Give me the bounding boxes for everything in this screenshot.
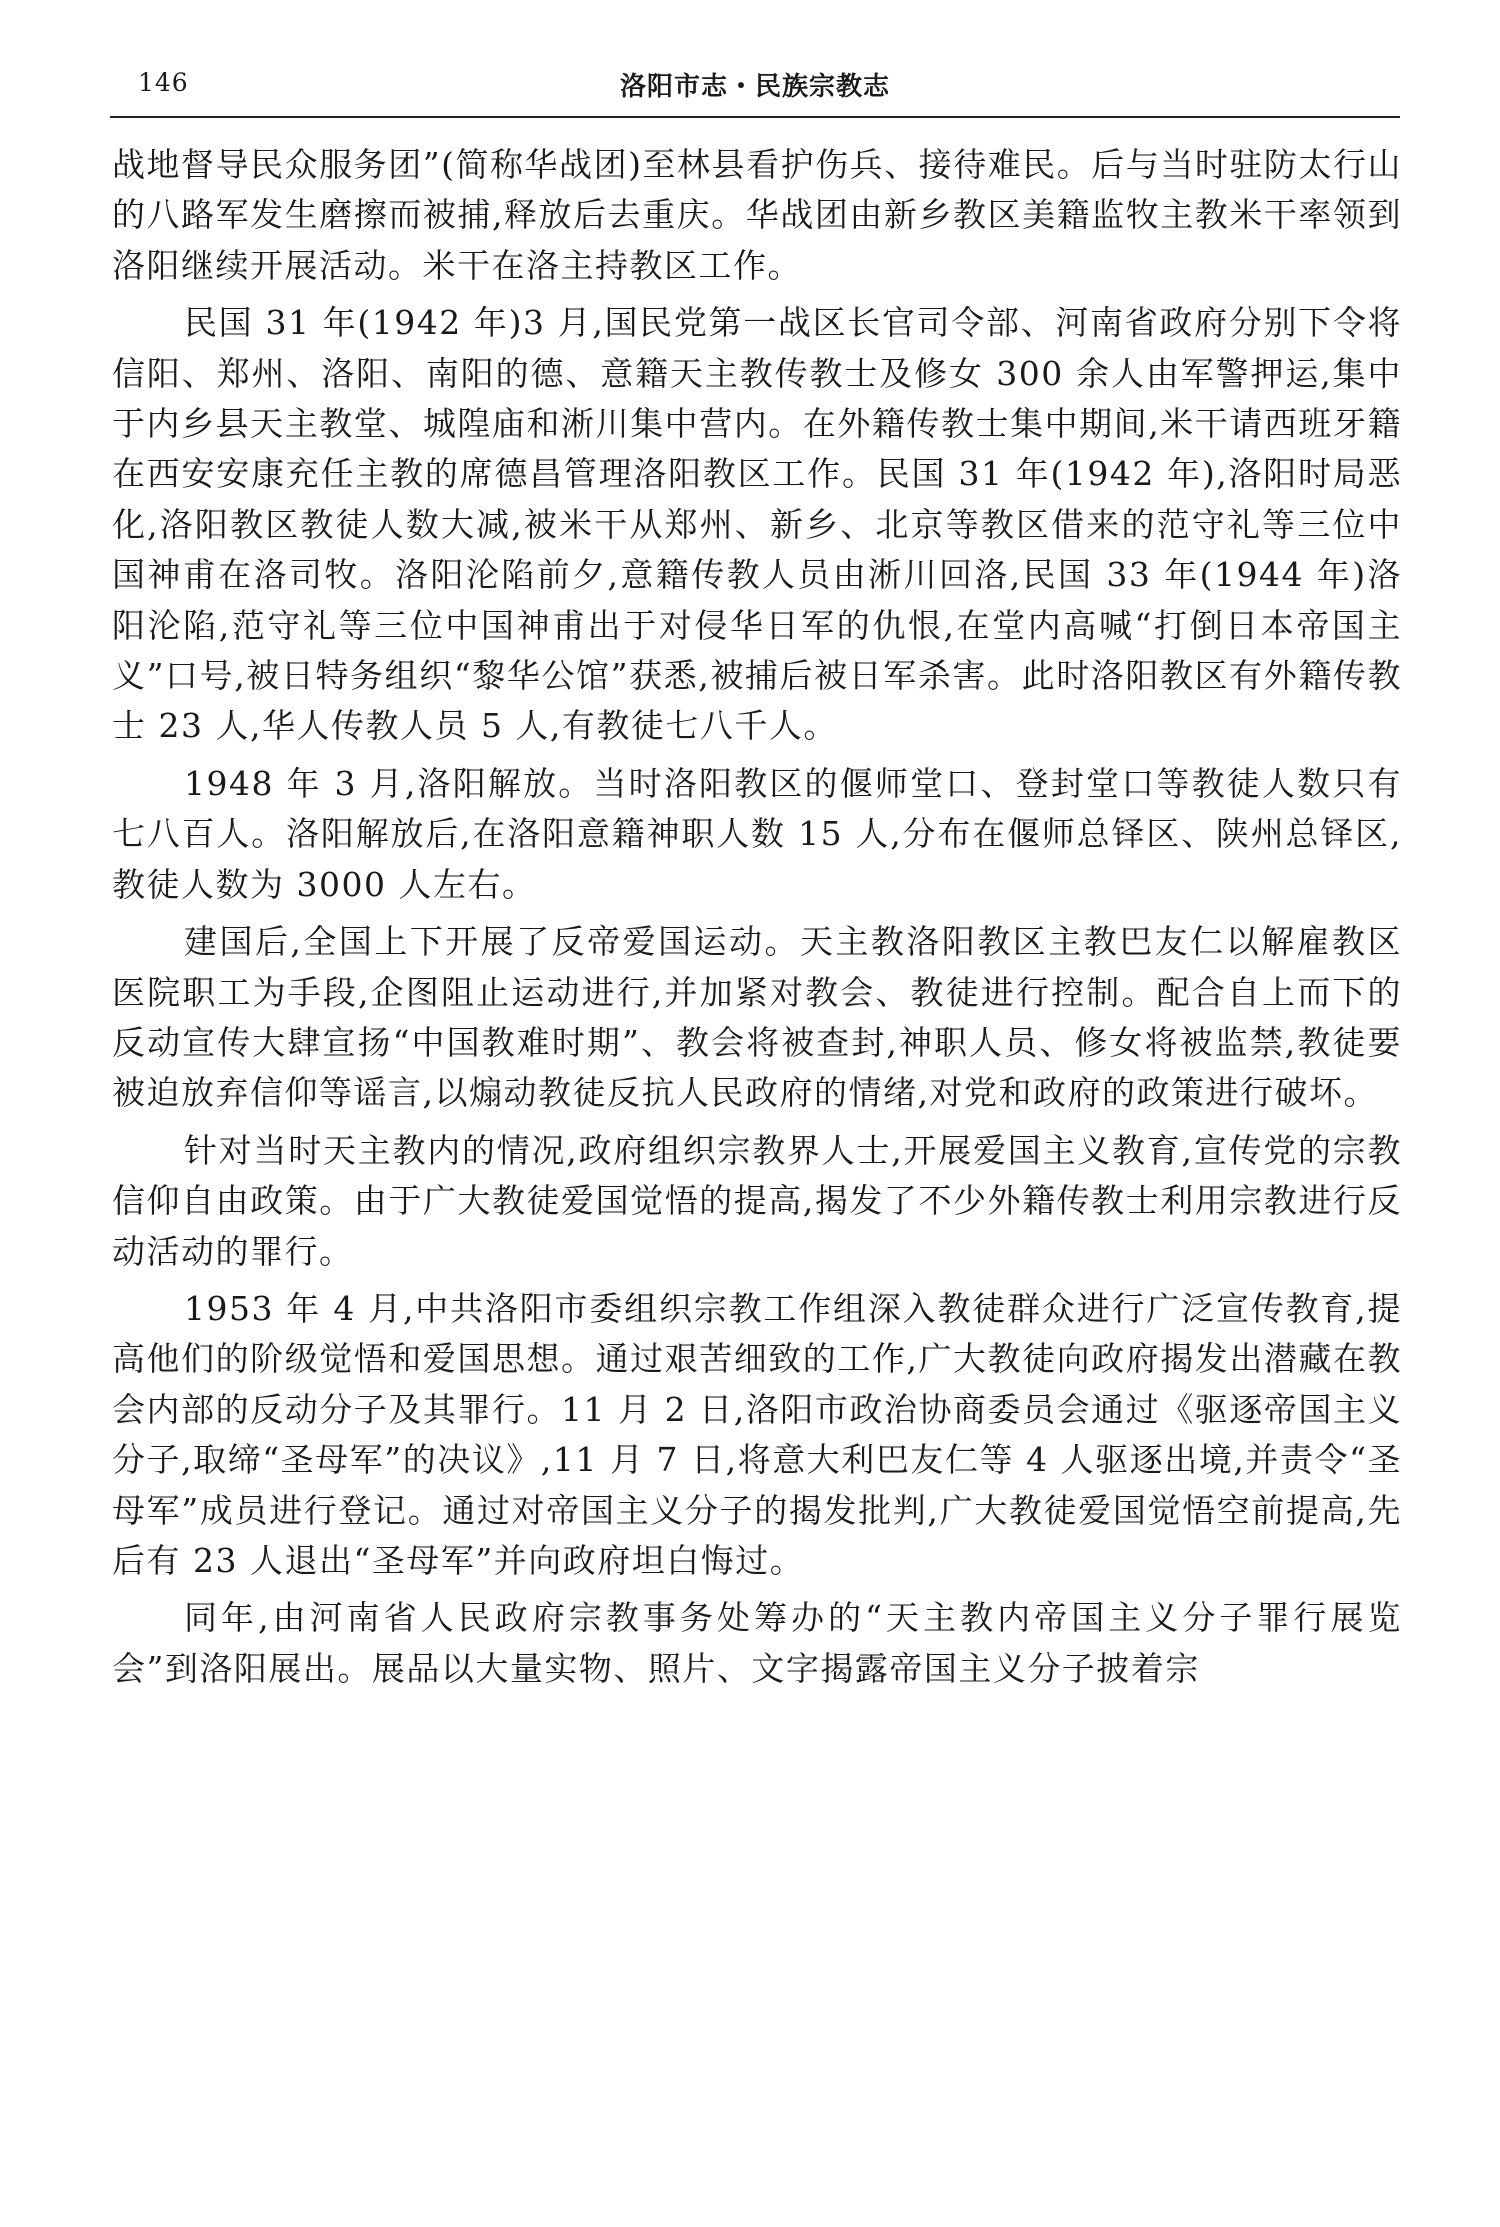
paragraph-continued: 战地督导民众服务团”(简称华战团)至林县看护伤兵、接待难民。后与当时驻防太行山的八路军发生磨擦而被捕,释放后去重庆。华战团由新乡教区美籍监牧主教米干率领到洛阳继续开展活动。米干在洛主持教区工作。 [112, 145, 1402, 285]
paragraph: 1948 年 3 月,洛阳解放。当时洛阳教区的偃师堂口、登封堂口等教徒人数只有七八百人。洛阳解放后,在洛阳意籍神职人数 15 人,分布在偃师总铎区、陕州总铎区,教徒人数为 3000 人左右。 [112, 763, 1402, 904]
body-text [112, 140, 1402, 1701]
paragraph: 建国后,全国上下开展了反帝爱国运动。天主教洛阳教区主教巴友仁以解雇教区医院职工为手段,企图阻止运动进行,并加紧对教会、教徒进行控制。配合自上而下的反动宣传大肆宣扬“中国教难时期”、教会将被查封,神职人员、修女将被监禁,教徒要被迫放弃信仰等谣言,以煽动教徒反抗人民政府的情绪,对党和政府的政策进行破坏。 [112, 922, 1402, 1113]
running-title: 洛阳市志・民族宗教志 [619, 72, 890, 102]
page-number: 146 [138, 68, 189, 97]
paragraph: 针对当时天主教内的情况,政府组织宗教界人士,开展爱国主义教育,宣传党的宗教信仰自由政策。由于广大教徒爱国觉悟的提高,揭发了不少外籍传教士利用宗教进行反动活动的罪行。 [112, 1130, 1402, 1271]
paragraph: 1953 年 4 月,中共洛阳市委组织宗教工作组深入教徒群众进行广泛宣传教育,提高他们的阶级觉悟和爱国思想。通过艰苦细致的工作,广大教徒向政府揭发出潜藏在教会内部的反动分子及其罪行。11 月 2 日,洛阳市政治协商委员会通过《驱逐帝国主义分子,取缔“圣母军”的决议》,11 月 7 日,将意大利巴友仁等 4 人驱逐出境,并责令“圣母军”成员进行登记。通过对帝国主义分子的揭发批判,广大教徒爱国觉悟空前提高,先后有 23 人退出“圣母军”并向政府坦白悔过。 [112, 1288, 1402, 1580]
paragraph: 民国 31 年(1942 年)3 月,国民党第一战区长官司令部、河南省政府分别下令将信阳、郑州、洛阳、南阳的德、意籍天主教传教士及修女 300 余人由军警押运,集中于内乡县天主教堂、城隍庙和淅川集中营内。在外籍传教士集中期间,米干请西班牙籍在西安安康充任主教的席德昌管理洛阳教区工作。民国 31 年(1942 年),洛阳时局恶化,洛阳教区教徒人数大减,被米干从郑州、新乡、北京等教区借来的范守礼等三位中国神甫在洛司牧。洛阳沦陷前夕,意籍传教人员由淅川回洛,民国 33 年(1944 年)洛阳沦陷,范守礼等三位中国神甫出于对侵华日军的仇恨,在堂内高喊“打倒日本帝国主义”口号,被日特务组织“黎华公馆”获悉,被捕后被日军杀害。此时洛阳教区有外籍传教士 23 人,华人传教人员 5 人,有教徒七八千人。 [112, 303, 1402, 746]
paragraph: 同年,由河南省人民政府宗教事务处筹办的“天主教内帝国主义分子罪行展览会”到洛阳展出。展品以大量实物、照片、文字揭露帝国主义分子披着宗 [112, 1598, 1402, 1688]
page-header [110, 60, 1400, 118]
